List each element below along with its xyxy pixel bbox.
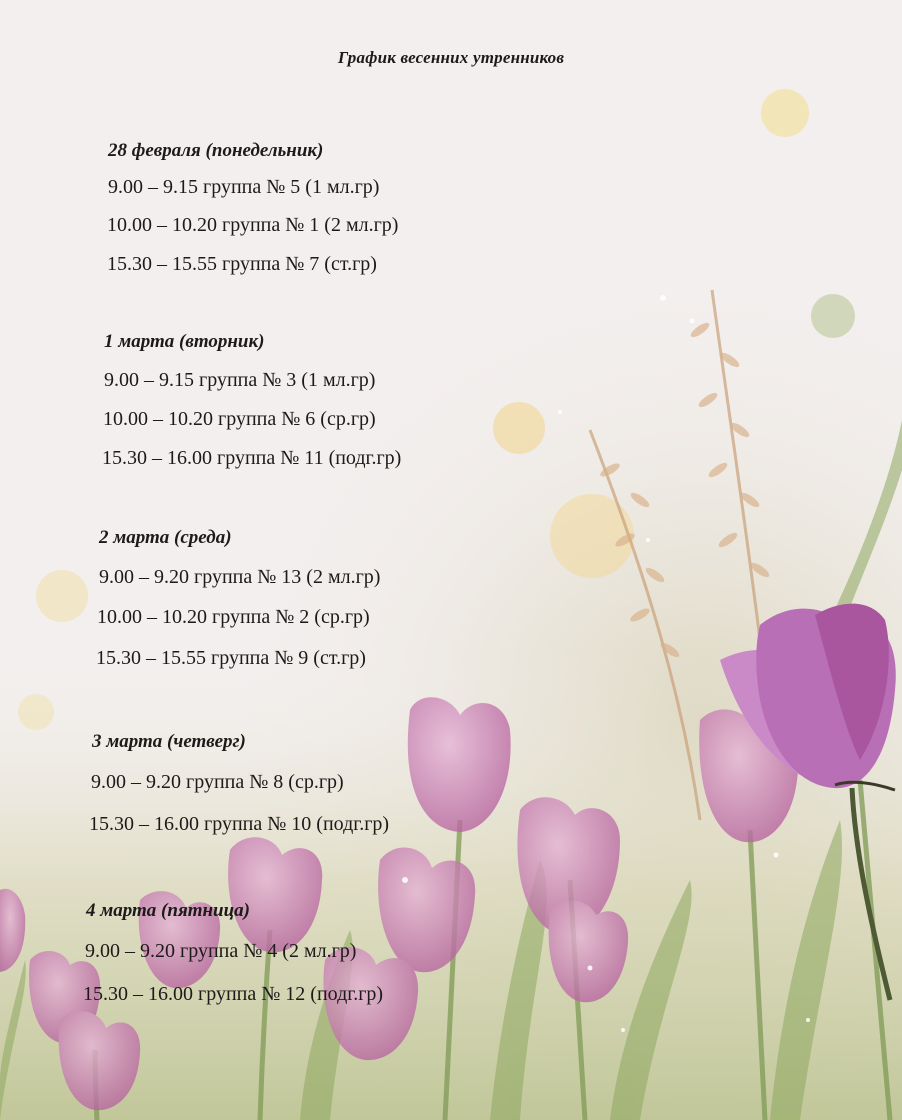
schedule-row: 10.00 – 10.20 группа № 6 (ср.гр)	[103, 408, 376, 430]
schedule-row: 15.30 – 16.00 группа № 11 (подг.гр)	[102, 447, 402, 469]
schedule-row: 15.30 – 16.00 группа № 12 (подг.гр)	[83, 983, 384, 1005]
schedule-row: 15.30 – 15.55 группа № 7 (ст.гр)	[107, 253, 377, 275]
schedule-row: 10.00 – 10.20 группа № 1 (2 мл.гр)	[107, 214, 399, 236]
schedule-row: 9.00 – 9.20 группа № 13 (2 мл.гр)	[99, 566, 381, 588]
schedule-row: 10.00 – 10.20 группа № 2 (ср.гр)	[97, 606, 370, 628]
day-heading: 2 марта (среда)	[99, 527, 232, 548]
day-heading: 4 марта (пятница)	[86, 900, 251, 921]
day-heading: 1 марта (вторник)	[104, 331, 265, 352]
schedule-row: 9.00 – 9.15 группа № 3 (1 мл.гр)	[104, 369, 376, 391]
schedule-row: 15.30 – 15.55 группа № 9 (ст.гр)	[96, 647, 366, 669]
schedule-row: 9.00 – 9.20 группа № 8 (ср.гр)	[91, 771, 344, 793]
day-heading: 28 февраля (понедельник)	[108, 140, 324, 161]
schedule-row: 15.30 – 16.00 группа № 10 (подг.гр)	[89, 813, 390, 835]
schedule-row: 9.00 – 9.15 группа № 5 (1 мл.гр)	[108, 176, 380, 198]
day-heading: 3 марта (четверг)	[92, 731, 246, 752]
page-title: График весенних утренников	[337, 48, 565, 67]
schedule-row: 9.00 – 9.20 группа № 4 (2 мл.гр)	[85, 940, 357, 962]
